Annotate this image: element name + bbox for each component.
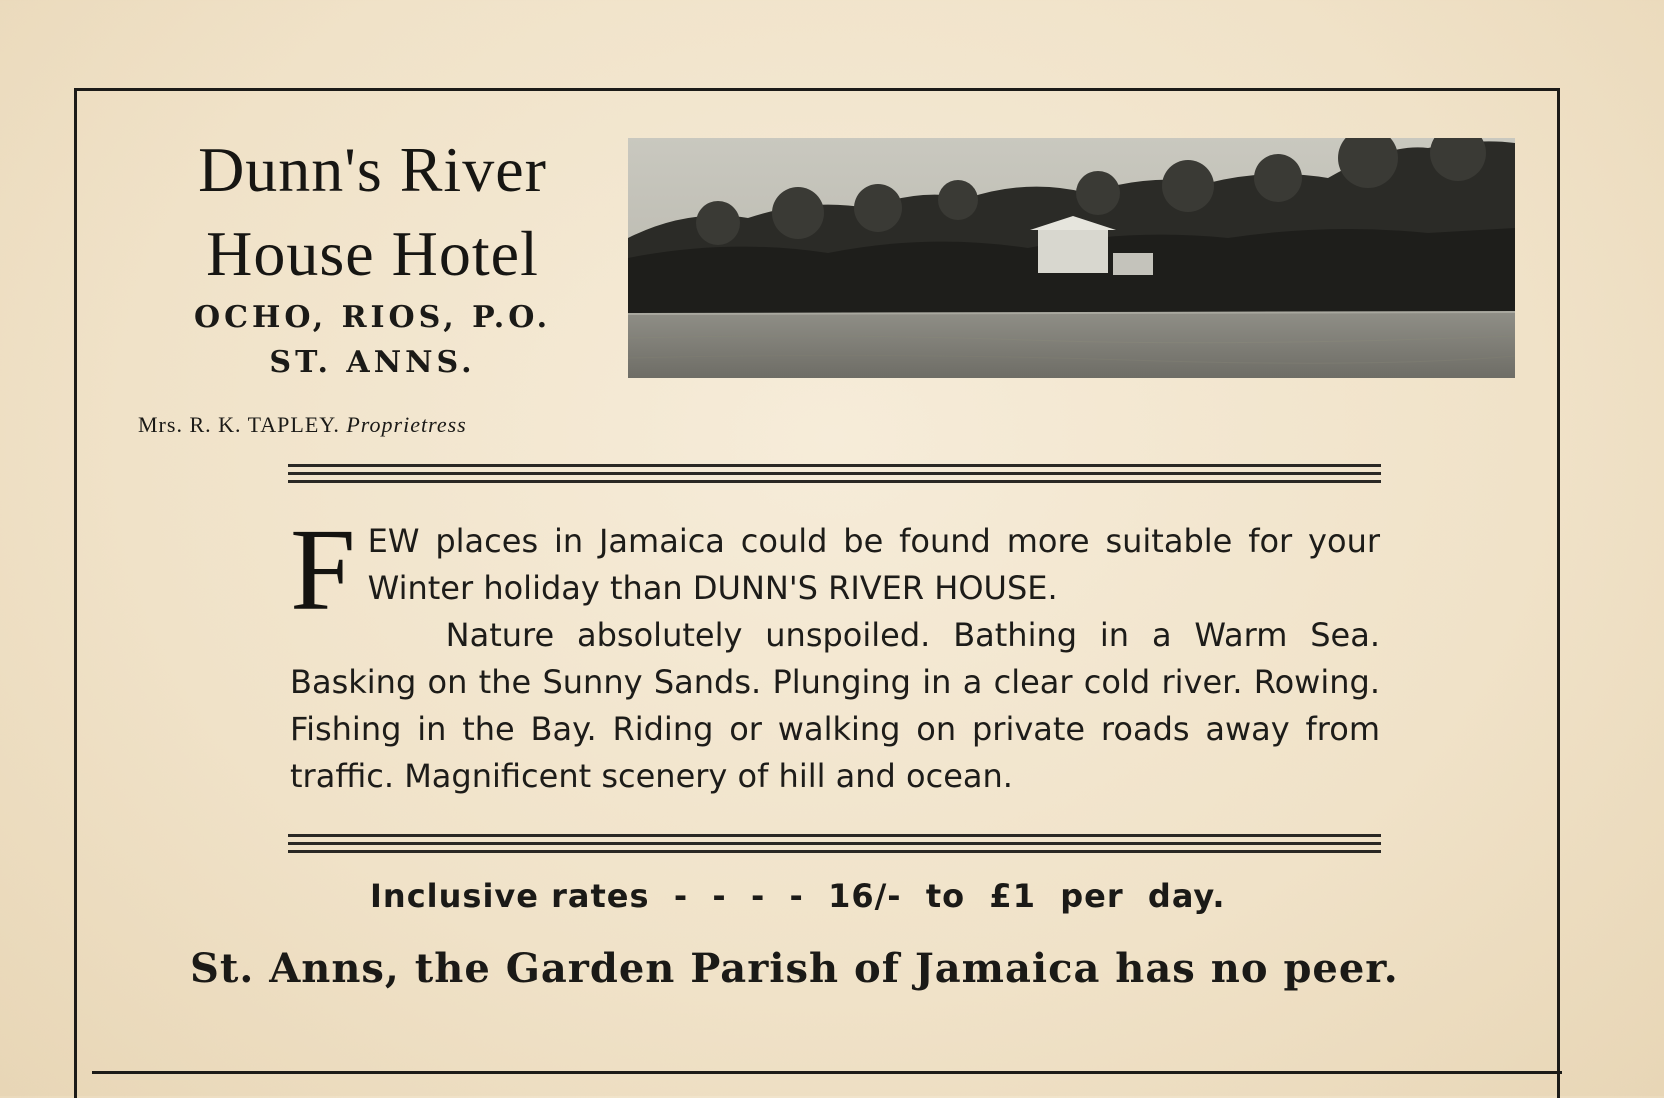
rates-line: Inclusive rates - - - - 16/- to £1 per day.: [370, 877, 1226, 915]
drop-cap: F: [290, 504, 356, 635]
hotel-title: [140, 128, 605, 296]
hotel-photo-icon: [628, 138, 1515, 378]
paragraph-1-text: EW places in Jamaica could be found more suitable for your Winter holiday than DUNN'S RIVER HOUSE.: [367, 522, 1380, 607]
proprietor-role: Proprietress: [346, 412, 467, 437]
title-line-1: Dunn's River: [198, 134, 547, 205]
title-line-2: House Hotel: [206, 218, 539, 289]
paragraph-2: Nature absolutely unspoiled. Bathing in a Warm Sea. Basking on the Sunny Sands. Plunging in a clear cold river. Rowing. Fishing in the Bay. Riding or walking on private roads away from traffic. Magnificent scenery of hill and ocean.: [290, 616, 1380, 795]
proprietor-line: [138, 412, 618, 438]
hotel-photo: [628, 138, 1515, 378]
slogan: St. Anns, the Garden Parish of Jamaica has no peer.: [190, 945, 1399, 992]
triple-rule-bottom: [288, 834, 1381, 858]
triple-rule-top: [288, 464, 1381, 488]
address-line-1: OCHO, RIOS, P.O.: [193, 300, 552, 335]
bottom-rule: [92, 1071, 1562, 1074]
description-text: [290, 504, 1380, 800]
proprietor-name: Mrs. R. K. TAPLEY.: [138, 412, 340, 437]
paragraph-1: [290, 504, 1380, 635]
address-line-2: ST. ANNS.: [269, 345, 476, 380]
